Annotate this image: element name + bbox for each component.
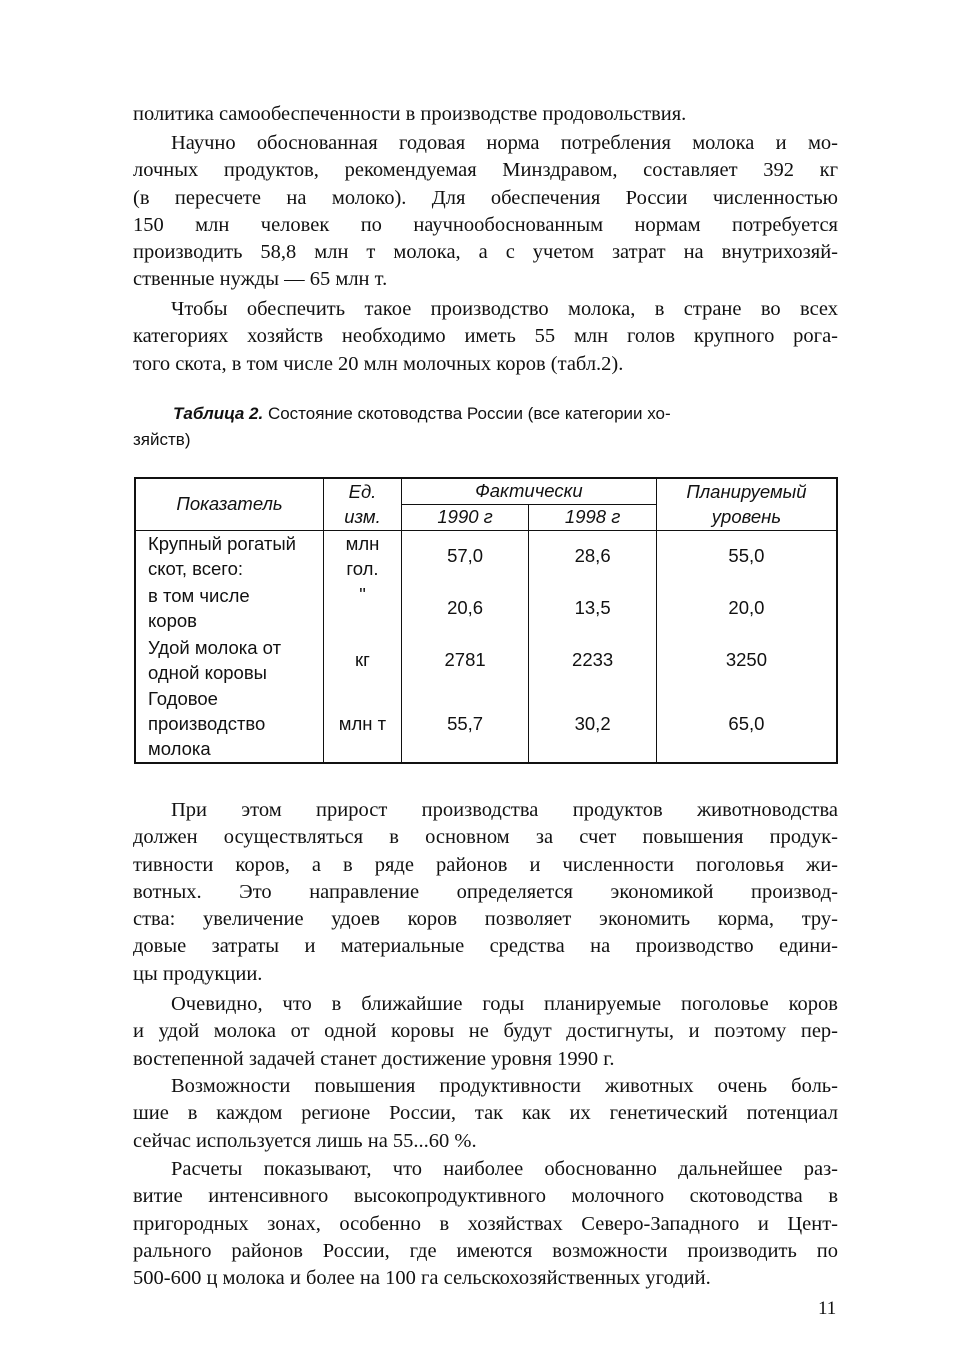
row-unit [324,582,402,634]
text-line: 500-600 ц молока и более на 100 га сельскохозяйственных угодий. [133,1267,711,1290]
header-planned-line1: Планируемый [656,478,837,504]
text-line: рального районов России, где имеются возможности производить по [133,1239,838,1262]
paragraph-5 [133,991,838,1073]
text-line: сейчас используется лишь на 55...60 %. [133,1129,477,1152]
row-value-1998: 2233 [529,634,657,686]
text-line: одной коровы [148,661,267,683]
page-number: 11 [818,1298,837,1319]
row-value-1990: 2781 [401,634,529,686]
text-line: Очевидно, что в ближайшие годы планируемые поголовье коров [171,993,838,1015]
row-value-1998: 28,6 [529,530,657,582]
paragraph-4 [133,797,838,988]
row-indicator [135,634,324,686]
text-line: цы продукции. [133,962,263,985]
row-value-1990: 55,7 [401,686,529,763]
table-row [135,582,837,634]
header-year-1998: 1998 г [529,504,657,530]
paragraph-3 [133,296,838,378]
text-line: Возможности повышения продуктивности животных очень боль- [171,1075,838,1097]
row-unit [324,530,402,582]
text-line: " [359,583,366,605]
text-line: 150 млн человек по научнообоснованным нормам потребуется [133,213,838,236]
row-unit [324,634,402,686]
text-line: витие интенсивного высокопродуктивного молочного скотоводства в [133,1185,838,1208]
text-line: млн т [338,712,387,734]
text-line: производство [148,713,266,735]
table-row [135,634,837,686]
table-row [135,530,837,582]
text-line: политика самообеспеченности в производстве продовольствия. [133,103,687,125]
text-line: вотных. Это направление определяется экономикой производ- [133,880,838,903]
text-line: Чтобы обеспечить такое производство молока, в стране во всех [171,298,838,320]
text-line: Удой молока от [148,636,282,658]
header-unit-line2: изм. [324,504,402,530]
text-line: коров [148,609,197,631]
paragraph-7 [133,1156,838,1292]
text-line: лочных продуктов, рекомендуемая Минздравом, составляет 392 кг [133,159,838,182]
text-line: скот, всего: [148,558,244,580]
text-line: молока [148,738,211,760]
text-line: При этом прирост производства продуктов животноводства [171,799,838,821]
text-line: Годовое [148,688,218,710]
paragraph-6 [133,1073,838,1155]
text-line: пригородных зонах, особенно в хозяйствах Северо-Западного и Цент- [133,1212,838,1235]
text-line: категориях хозяйств необходимо иметь 55 млн голов крупного рога- [133,325,838,348]
text-line: того скота, в том числе 20 млн молочных коров (табл.2). [133,352,624,375]
text-line: производить 58,8 млн т молока, а с учетом затрат на внутрихозяй- [133,241,838,264]
table-row [135,686,837,763]
table-caption [133,401,838,453]
paragraph-1 [133,101,838,128]
table-caption-label: Таблица 2. [173,404,264,423]
text-line: в том числе [148,584,250,606]
text-line: тивности коров, а в ряде районов и численности поголовья жи- [133,853,838,876]
row-value-1998: 13,5 [529,582,657,634]
livestock-table [134,477,838,764]
text-line: млн [345,533,380,555]
text-line: и удой молока от одной коровы не будут достигнуты, и поэтому пер- [133,1020,838,1043]
header-indicator: Показатель [135,478,324,530]
row-indicator [135,686,324,763]
row-value-planned: 3250 [656,634,837,686]
text-line: должен осуществляться в основном за счет повышения продук- [133,826,838,849]
row-value-planned: 65,0 [656,686,837,763]
row-value-1998: 30,2 [529,686,657,763]
text-line: гол. [346,558,379,580]
table-caption-text-line1: Состояние скотоводства России (все категории хо- [267,404,671,423]
text-line: (в пересчете на молоко). Для обеспечения России численностью [133,186,838,209]
text-line: Расчеты показывают, что наиболее обоснованно дальнейшее раз- [171,1158,838,1180]
text-line: востепенной задачей станет достижение уровня 1990 г. [133,1047,615,1070]
text-line: Научно обоснованная годовая норма потребления молока и мо- [171,132,838,154]
row-value-1990: 20,6 [401,582,529,634]
paragraph-2 [133,130,838,294]
row-unit [324,686,402,763]
header-unit-line1: Ед. [324,478,402,504]
text-line: Крупный рогатый [148,533,297,555]
text-line: ственные нужды — 65 млн т. [133,268,388,291]
row-value-planned: 20,0 [656,582,837,634]
header-actual: Фактически [401,478,656,504]
row-indicator [135,530,324,582]
header-planned-line2: уровень [656,504,837,530]
table-caption-text-line2: зяйств) [133,430,191,449]
text-line: шие в каждом регионе России, так как их генетический потенциал [133,1102,838,1125]
row-value-planned: 55,0 [656,530,837,582]
row-indicator [135,582,324,634]
text-line: кг [355,648,370,670]
text-line: ства: увеличение удоев коров позволяет экономить корма, тру- [133,908,838,931]
header-year-1990: 1990 г [401,504,529,530]
text-line: довые затраты и материальные средства на производство едини- [133,935,838,958]
row-value-1990: 57,0 [401,530,529,582]
